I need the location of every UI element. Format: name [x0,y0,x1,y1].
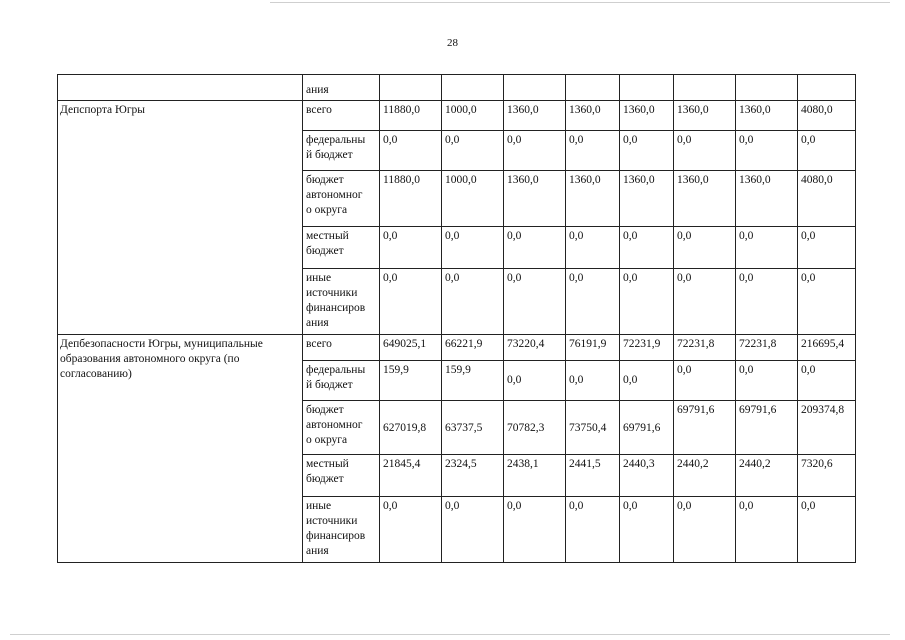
value-cell [736,101,798,131]
value-cell [380,227,442,269]
value-cell [674,227,736,269]
value-text: 66221,9 [445,338,483,350]
value-cell [380,131,442,171]
value-text: 0,0 [739,272,754,284]
value-text: 1360,0 [569,174,601,186]
value-text: 0,0 [677,272,692,284]
value-cell [442,335,504,361]
value-cell-empty [504,75,566,101]
value-cell-empty [736,75,798,101]
value-cell [798,131,856,171]
value-text: 0,0 [801,364,816,376]
value-text: 72231,8 [739,338,777,350]
value-text: 4080,0 [801,174,833,186]
value-text: 0,0 [801,500,816,512]
value-text: 0,0 [677,500,692,512]
value-cell [380,401,442,455]
value-cell-empty [620,75,674,101]
funding-source-label: местный бюджет [306,458,349,485]
value-cell-empty [674,75,736,101]
value-cell [442,269,504,335]
value-text: 63737,5 [445,422,483,434]
value-cell [620,131,674,171]
value-text: 0,0 [623,374,638,386]
value-text: 0,0 [801,272,816,284]
value-cell [566,131,620,171]
value-cell [504,101,566,131]
value-cell [566,497,620,563]
funding-source-label: местный бюджет [306,230,349,257]
value-text: 0,0 [569,374,584,386]
table-row [58,101,856,131]
value-text: 0,0 [507,134,522,146]
value-cell [442,497,504,563]
value-cell [504,401,566,455]
value-cell [798,401,856,455]
value-cell [442,401,504,455]
value-text: 69791,6 [739,404,777,416]
value-text: 0,0 [383,500,398,512]
value-text: 1360,0 [677,174,709,186]
value-cell [566,455,620,497]
value-text: 0,0 [445,230,460,242]
value-text: 21845,4 [383,458,421,470]
value-text: 0,0 [383,230,398,242]
value-cell [504,171,566,227]
value-cell [798,497,856,563]
value-text: 0,0 [623,272,638,284]
value-cell [798,455,856,497]
value-cell [620,227,674,269]
value-cell [566,361,620,401]
funding-source-label: иные источники финансиров ания [306,272,366,329]
value-text: 73750,4 [569,422,607,434]
value-cell [566,227,620,269]
value-cell [566,269,620,335]
value-cell [736,227,798,269]
value-text: 0,0 [569,230,584,242]
value-cell [736,361,798,401]
value-cell [674,401,736,455]
funding-source-cell [303,497,380,563]
value-text: 627019,8 [383,422,427,434]
value-cell [442,361,504,401]
value-text: 1000,0 [445,104,477,116]
value-cell [442,131,504,171]
value-text: 0,0 [801,230,816,242]
page-number: 28 [447,37,458,49]
value-text: 72231,8 [677,338,715,350]
value-cell [620,335,674,361]
value-text: 2441,5 [569,458,601,470]
value-cell [674,101,736,131]
value-text: 0,0 [677,230,692,242]
scan-artifact-top [270,2,890,3]
funding-source-cell [303,101,380,131]
funding-source-cell [303,361,380,401]
value-cell [736,171,798,227]
value-text: 1360,0 [569,104,601,116]
value-text: 159,9 [383,364,409,376]
funding-source-label: бюджет автономног о округа [306,174,363,216]
value-cell [504,361,566,401]
value-text: 11880,0 [383,104,420,116]
value-text: 7320,6 [801,458,833,470]
value-cell [504,269,566,335]
value-cell [620,455,674,497]
value-cell [798,269,856,335]
value-cell [442,101,504,131]
value-cell [674,335,736,361]
value-cell [442,171,504,227]
organization-cell: Депспорта Югры [58,101,303,335]
funding-source-cell [303,455,380,497]
value-text: 0,0 [677,134,692,146]
value-text: 216695,4 [801,338,845,350]
value-text: 2440,2 [739,458,771,470]
value-cell [736,269,798,335]
value-cell-empty [380,75,442,101]
organization-cell-empty [58,75,303,101]
value-text: 209374,8 [801,404,845,416]
value-text: 0,0 [383,272,398,284]
funding-source-cell [303,269,380,335]
value-cell [736,455,798,497]
value-cell [380,101,442,131]
value-cell [380,269,442,335]
table-row [58,335,856,361]
funding-source-cell [303,401,380,455]
value-text: 11880,0 [383,174,420,186]
value-cell-empty [798,75,856,101]
value-text: 2438,1 [507,458,539,470]
value-text: 0,0 [623,230,638,242]
funding-source-label: иные источники финансиров ания [306,500,366,557]
value-cell [620,101,674,131]
value-cell [736,131,798,171]
value-text: 159,9 [445,364,471,376]
value-text: 1360,0 [507,174,539,186]
value-cell [798,227,856,269]
value-cell [736,401,798,455]
value-cell [736,335,798,361]
value-cell [798,171,856,227]
funding-source-label: всего [306,104,332,116]
value-text: 1360,0 [507,104,539,116]
value-text: 4080,0 [801,104,833,116]
value-text: 0,0 [445,134,460,146]
value-cell [504,131,566,171]
value-cell [380,361,442,401]
value-cell [674,361,736,401]
value-text: 0,0 [739,230,754,242]
value-cell [442,227,504,269]
funding-source-label: бюджет автономног о округа [306,404,363,446]
value-cell [674,497,736,563]
value-text: 1360,0 [623,174,655,186]
funding-table [57,74,856,563]
value-cell [566,335,620,361]
value-text: 0,0 [507,500,522,512]
value-cell [380,171,442,227]
value-text: 0,0 [445,272,460,284]
funding-source-label: всего [306,338,332,350]
value-text: 1360,0 [739,174,771,186]
value-text: 70782,3 [507,422,545,434]
organization-cell: Депбезопасности Югры, муниципальные образования автономного округа (по согласованию) [58,335,303,563]
value-cell [380,455,442,497]
scan-artifact-bottom [10,634,890,635]
value-text: 2324,5 [445,458,477,470]
value-cell [380,497,442,563]
value-text: 1360,0 [623,104,655,116]
value-text: 76191,9 [569,338,607,350]
funding-source-cell [303,227,380,269]
value-cell [674,269,736,335]
funding-source-label: федеральны й бюджет [306,364,366,391]
value-text: 0,0 [445,500,460,512]
value-text: 1000,0 [445,174,477,186]
value-cell-empty [442,75,504,101]
value-text: 0,0 [801,134,816,146]
value-cell [674,171,736,227]
value-cell [504,335,566,361]
value-text: 69791,6 [623,422,661,434]
funding-source-cell [303,171,380,227]
value-text: 0,0 [677,364,692,376]
value-cell [620,401,674,455]
value-cell [798,361,856,401]
value-cell [620,497,674,563]
table-row-continuation [58,75,856,101]
value-text: 0,0 [569,134,584,146]
value-text: 1360,0 [677,104,709,116]
value-cell [798,335,856,361]
funding-source-cell [303,131,380,171]
value-text: 69791,6 [677,404,715,416]
value-text: 0,0 [739,500,754,512]
value-text: 72231,9 [623,338,661,350]
value-text: 649025,1 [383,338,427,350]
value-text: 0,0 [569,272,584,284]
value-cell [504,455,566,497]
continuation-label: ания [303,75,380,101]
funding-source-label: федеральны й бюджет [306,134,366,161]
value-cell [504,497,566,563]
value-cell [566,101,620,131]
value-text: 2440,2 [677,458,709,470]
value-text: 1360,0 [739,104,771,116]
value-text: 0,0 [507,374,522,386]
value-cell [442,455,504,497]
value-text: 0,0 [383,134,398,146]
value-text: 0,0 [507,230,522,242]
value-text: 73220,4 [507,338,545,350]
value-cell [674,131,736,171]
value-cell [620,269,674,335]
value-text: 0,0 [739,364,754,376]
value-cell [566,401,620,455]
value-cell [736,497,798,563]
value-cell [504,227,566,269]
value-cell [380,335,442,361]
value-cell [566,171,620,227]
value-cell [620,171,674,227]
value-text: 0,0 [739,134,754,146]
value-cell [798,101,856,131]
value-cell [674,455,736,497]
value-cell-empty [566,75,620,101]
value-cell [620,361,674,401]
value-text: 0,0 [623,134,638,146]
funding-source-cell [303,335,380,361]
value-text: 0,0 [569,500,584,512]
value-text: 2440,3 [623,458,655,470]
value-text: 0,0 [507,272,522,284]
value-text: 0,0 [623,500,638,512]
